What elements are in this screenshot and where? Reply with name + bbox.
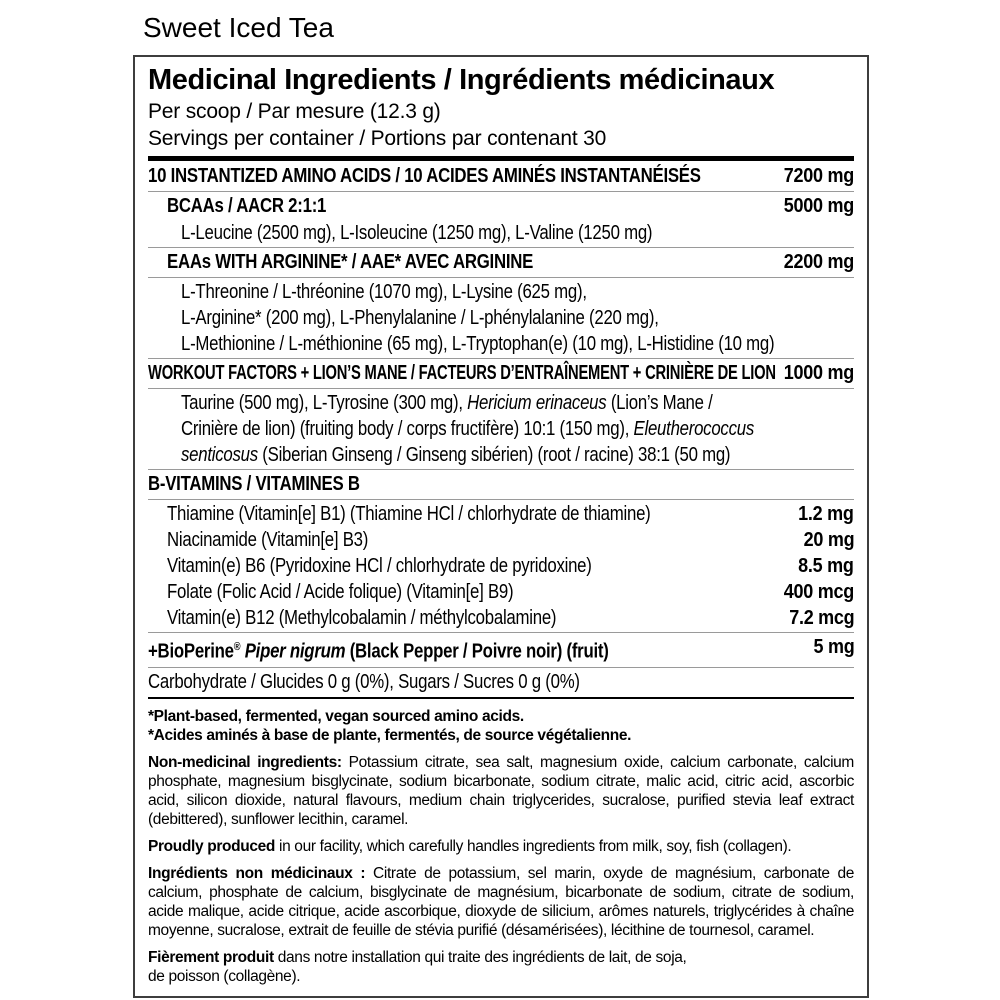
text-segment: Hericium erinaceus — [467, 392, 607, 414]
text-segment: (Black Pepper / Poivre noir) (fruit) — [345, 640, 609, 663]
ingredient-text — [167, 579, 513, 605]
row-divider — [148, 388, 854, 389]
ingredient-text — [167, 553, 592, 579]
row-divider — [148, 667, 854, 668]
amount-value: 5000 mg — [783, 195, 854, 217]
text-segment: Niacinamide (Vitamin[e] B3) — [167, 529, 369, 551]
text-segment: EAAs WITH ARGININE* / AAE* AVEC ARGININE — [167, 251, 534, 273]
amount-value: 400 mcg — [783, 581, 854, 603]
ingredient-text — [181, 442, 730, 468]
amount-value: 7.2 mcg — [788, 607, 854, 629]
text-segment: Citrate de potassium, sel marin, oxyde de magnésium, carbonate de calcium, phosphate de calcium, bisglycinate de magnésium, bicarbonate de sodium, citrate de sodium, acide malique, acide citrique, acide ascorbique, dioxyde de silicium, arômes naturels, triglycérides à chaîne moyenne, sucralose, extrait de feuille de stévia purifié (désamérisées), lécithine de tournesol, caramel. — [148, 864, 854, 939]
ingredient-detail-row — [148, 669, 854, 695]
text-segment: dans notre installation qui traite des ingrédients de lait, de soja, — [273, 948, 687, 966]
ingredient-detail-row — [148, 390, 854, 416]
footnote-paragraph — [148, 707, 854, 745]
panel-title: Medicinal Ingredients / Ingrédients médicinaux — [148, 64, 775, 96]
ingredient-heading-row — [148, 249, 854, 276]
amount-value: 5 mg — [813, 636, 854, 658]
text-segment: Fièrement produit — [148, 948, 274, 966]
amount-value: 2200 mg — [783, 251, 854, 273]
row-divider — [148, 191, 854, 192]
row-divider — [148, 358, 854, 359]
text-segment: L-Threonine / L-thréonine (1070 mg), L-Lysine (625 mg), — [181, 281, 587, 303]
ingredient-text — [181, 220, 652, 246]
text-segment: in our facility, which carefully handles ingredients from milk, soy, fish (collagen). — [275, 837, 792, 855]
ingredient-text — [148, 360, 776, 387]
footnote-paragraph — [148, 753, 854, 829]
text-segment: Folate (Folic Acid / Acide folique) (Vitamin[e] B9) — [167, 581, 514, 603]
text-segment: 10 INSTANTIZED AMINO ACIDS / 10 ACIDES AMINÉS INSTANTANÉISÉS — [148, 165, 701, 187]
ingredient-heading-row — [148, 471, 854, 498]
footnotes-section — [148, 707, 854, 986]
ingredient-text — [167, 249, 533, 276]
text-segment: B-VITAMINS / VITAMINES B — [148, 473, 360, 495]
text-segment: *Plant-based, fermented, vegan sourced amino acids. — [148, 707, 524, 725]
ingredient-detail-row — [148, 579, 854, 605]
text-segment: senticosus — [181, 444, 258, 466]
row-divider — [148, 697, 854, 699]
ingredient-detail-row — [148, 416, 854, 442]
ingredient-detail-row — [148, 442, 854, 468]
ingredient-detail-row — [148, 553, 854, 579]
text-segment: de poisson (collagène). — [148, 967, 301, 985]
ingredient-detail-row — [148, 501, 854, 527]
ingredient-detail-row — [148, 605, 854, 631]
ingredient-text — [167, 501, 651, 527]
text-segment: Non-medicinal ingredients: — [148, 753, 342, 771]
ingredient-text — [148, 163, 701, 190]
text-segment: +BioPerine — [148, 640, 234, 663]
text-segment: Potassium citrate, sea salt, magnesium oxide, calcium carbonate, calcium phosphate, magnesium bisglycinate, sodium bicarbonate, sodium citrate, malic acid, citric acid, ascorbic acid, silicon dioxide, natural flavours, medium chain triglycerides, sucralose, purified stevia leaf extract (debittered), sunflower lecithin, caramel. — [148, 753, 854, 828]
text-segment: Ingrédients non médicinaux : — [148, 864, 366, 882]
ingredient-detail-row — [148, 331, 854, 357]
text-segment: (Lion’s Mane / — [606, 392, 713, 414]
text-segment: Carbohydrate / Glucides 0 g (0%), Sugars / Sucres 0 g (0%) — [148, 670, 580, 693]
amount-value: 1.2 mg — [798, 503, 854, 525]
row-divider — [148, 247, 854, 248]
row-divider — [148, 469, 854, 470]
ingredient-table — [148, 163, 854, 699]
text-segment: BCAAs / AACR 2:1:1 — [167, 195, 327, 217]
flavor-title: Sweet Iced Tea — [143, 12, 334, 43]
text-segment: L-Methionine / L-méthionine (65 mg), L-Tryptophan(e) (10 mg), L-Histidine (10 mg) — [181, 333, 775, 355]
ingredient-text — [181, 279, 587, 305]
footnote-paragraph — [148, 864, 854, 940]
ingredient-detail-row — [148, 279, 854, 305]
text-segment: Vitamin(e) B12 (Methylcobalamin / méthylcobalamine) — [167, 607, 557, 629]
ingredient-text — [148, 634, 609, 666]
row-divider — [148, 277, 854, 278]
supplement-facts-panel — [133, 55, 869, 998]
amount-value: 1000 mg — [783, 362, 854, 384]
text-segment: L-Arginine* (200 mg), L-Phenylalanine / L-phénylalanine (220 mg), — [181, 307, 659, 329]
text-segment: (Siberian Ginseng / Ginseng sibérien) (root / racine) 38:1 (50 mg) — [257, 444, 731, 466]
ingredient-text — [181, 416, 754, 442]
text-segment: Piper nigrum — [244, 640, 346, 663]
amount-value: 8.5 mg — [798, 555, 854, 577]
ingredient-heading-row — [148, 360, 854, 387]
ingredient-detail-row — [148, 527, 854, 553]
footnote-paragraph — [148, 948, 854, 986]
ingredient-detail-row — [148, 220, 854, 246]
text-segment: Eleutherococcus — [633, 418, 754, 440]
ingredient-heading-row — [148, 193, 854, 220]
ingredient-text — [167, 605, 556, 631]
row-divider — [148, 499, 854, 500]
text-segment: WORKOUT FACTORS + LION’S MANE / FACTEURS D’ENTRAÎNEMENT + CRINIÈRE DE LION — [148, 362, 776, 384]
amount-value: 20 mg — [803, 529, 854, 551]
ingredient-text — [148, 471, 360, 498]
text-segment: L-Leucine (2500 mg), L-Isoleucine (1250 mg), L-Valine (1250 mg) — [181, 222, 653, 244]
text-segment: Vitamin(e) B6 (Pyridoxine HCl / chlorhydrate de pyridoxine) — [167, 555, 592, 577]
servings-line: Servings per container / Portions par contenant 30 — [148, 127, 607, 150]
ingredient-text — [181, 305, 659, 331]
ingredient-text — [148, 669, 580, 695]
text-segment: Crinière de lion) (fruiting body / corps fructifère) 10:1 (150 mg), — [181, 418, 634, 440]
ingredient-heading-row — [148, 634, 854, 666]
header-divider-bar — [148, 156, 854, 161]
ingredient-heading-row — [148, 163, 854, 190]
text-segment: Proudly produced — [148, 837, 276, 855]
text-segment: ® — [233, 641, 241, 653]
ingredient-detail-row — [148, 305, 854, 331]
amount-value: 7200 mg — [783, 165, 854, 187]
ingredient-text — [181, 331, 774, 357]
row-divider — [148, 632, 854, 633]
ingredient-text — [167, 527, 368, 553]
footnote-paragraph — [148, 837, 854, 856]
per-scoop-line: Per scoop / Par mesure (12.3 g) — [148, 100, 441, 123]
text-segment: Thiamine (Vitamin[e] B1) (Thiamine HCl / chlorhydrate de thiamine) — [167, 503, 651, 525]
text-segment: *Acides aminés à base de plante, fermentés, de source végétalienne. — [148, 726, 632, 744]
ingredient-text — [167, 193, 326, 220]
ingredient-text — [181, 390, 713, 416]
text-segment: Taurine (500 mg), L-Tyrosine (300 mg), — [181, 392, 468, 414]
